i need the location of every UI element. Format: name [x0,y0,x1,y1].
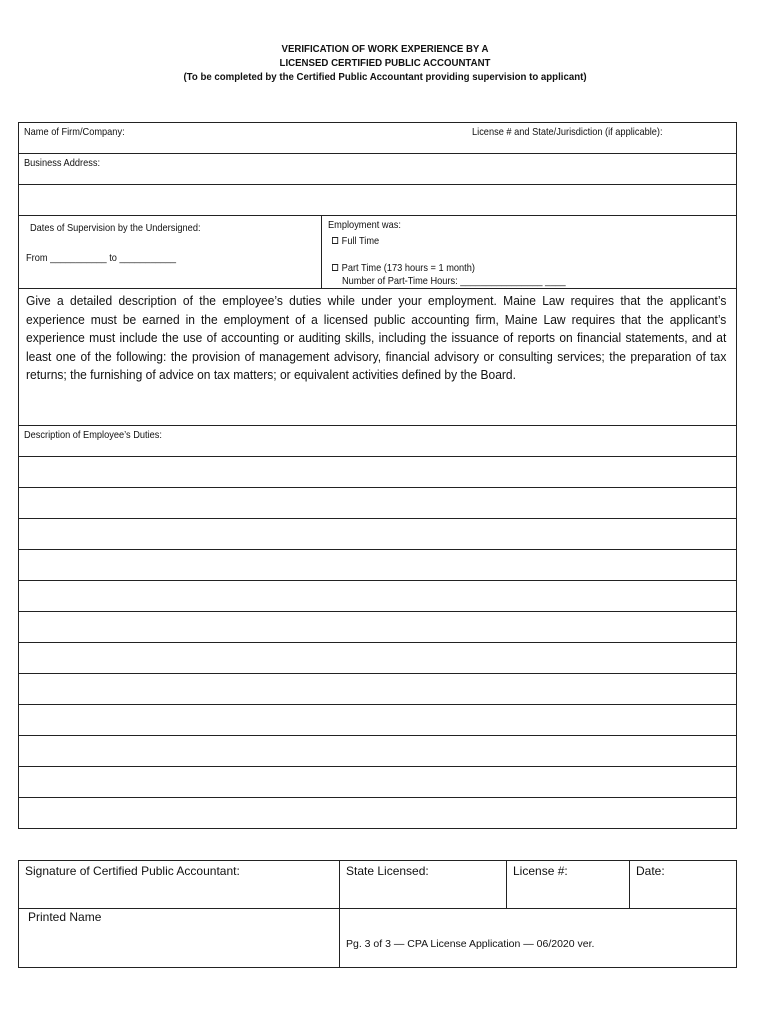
dates-supervision-label: Dates of Supervision by the Undersigned: [30,222,201,234]
firm-name-label: Name of Firm/Company: [24,126,125,138]
divider [18,288,737,289]
part-time-hours-field[interactable]: Number of Part-Time Hours: ________________ ____ [342,275,566,287]
divider [18,908,737,909]
title-line-3: (To be completed by the Certified Public Accountant providing supervision to applicant) [183,71,587,83]
duty-line[interactable] [18,580,737,581]
printed-name-field[interactable] [19,925,338,967]
duty-line[interactable] [18,456,737,457]
duty-line[interactable] [18,549,737,550]
divider [18,425,737,426]
duties-label: Description of Employee’s Duties: [24,429,162,441]
part-time-label: Part Time (173 hours = 1 month) [341,262,475,274]
divider [18,215,737,216]
employment-label: Employment was: [328,219,401,231]
state-licensed-label: State Licensed: [346,864,429,878]
duty-line[interactable] [18,797,737,798]
business-address-label: Business Address: [24,157,101,169]
form-title [31,42,739,84]
duty-line[interactable] [18,518,737,519]
part-time-option[interactable] [332,262,475,275]
instructions-paragraph: Give a detailed description of the employee’s duties while under your employment. Maine Law requires that the applicant’s experience must be earned in the employment of a licensed public accounting firm, Maine Law requires that the applicant’s experience must include the use of accounting or auditing skills, including the issuance of reports on financial statements, and at least one of the following: the provision of management advisory, financial advisory or consulting services; the preparation of tax returns; the furnishing of advice on tax matters; or equivalent activities defined by the Board. [26,294,727,382]
firm-name-field[interactable] [19,123,736,153]
duty-line[interactable] [18,673,737,674]
full-time-option[interactable] [332,235,379,248]
part-time-checkbox[interactable] [332,264,338,271]
duty-line[interactable] [18,766,737,767]
signature-label: Signature of Certified Public Accountant: [25,864,240,878]
license-state-label: License # and State/Jurisdiction (if applicable): [472,126,663,138]
duty-line[interactable] [18,487,737,488]
full-time-checkbox[interactable] [332,237,338,244]
printed-name-label: Printed Name [28,910,102,924]
duty-line[interactable] [18,642,737,643]
duty-line[interactable] [18,611,737,612]
license-number-field[interactable] [507,861,628,907]
date-field[interactable] [630,861,736,907]
state-licensed-field[interactable] [340,861,505,907]
page-footer: Pg. 3 of 3 — CPA License Application — 06/2020 ver. [346,938,595,950]
license-number-label: License #: [513,864,568,878]
signature-field[interactable] [19,861,338,907]
full-time-label: Full Time [341,235,380,247]
column-divider [321,215,322,288]
divider [18,184,737,185]
from-to-field[interactable]: From ___________ to ___________ [26,252,177,264]
date-label: Date: [636,864,665,878]
title-line-1: VERIFICATION OF WORK EXPERIENCE BY A [281,43,489,55]
title-line-2: LICENSED CERTIFIED PUBLIC ACCOUNTANT [279,57,491,69]
duty-line[interactable] [18,735,737,736]
duty-line[interactable] [18,704,737,705]
